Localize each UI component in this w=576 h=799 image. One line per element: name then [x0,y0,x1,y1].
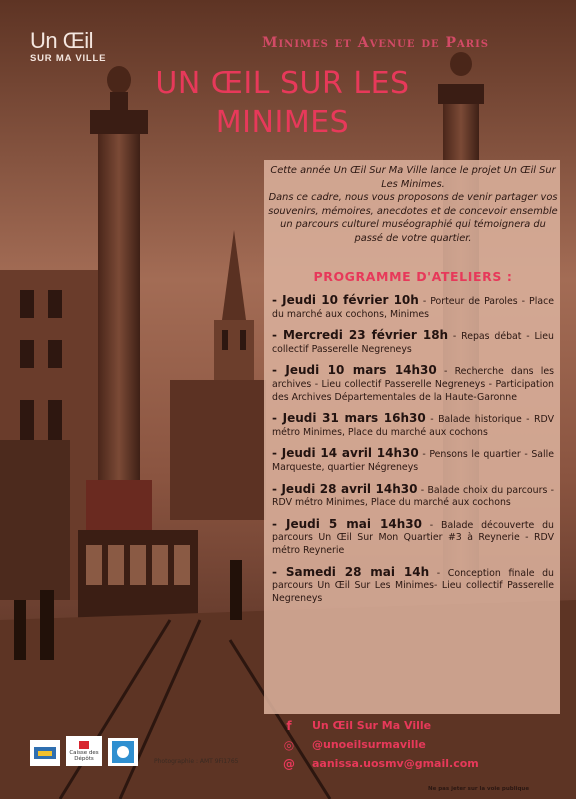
event-desc: - Repas débat - Lieu collectif Passerelle Negreneys [272,331,555,355]
event-desc: - Balade découverte du parcours Un Œil Sur Mon Quartier #3 à Reynerie - RDV métro Reynerie [272,519,554,556]
event-date: - Mercredi 23 février 18h [272,328,449,343]
event-date: - Samedi 28 mai 14h [272,564,430,579]
event-item [272,412,554,439]
page-subtitle: Minimes et Avenue de Paris [262,35,489,51]
page-title: UN ŒIL SUR LES MINIMES [155,66,410,140]
email-label[interactable]: aanissa.uosmv@gmail.com [312,757,479,770]
partner-logos [30,736,138,766]
event-item [272,566,554,606]
event-date: - Jeudi 14 avril 14h30 [272,446,419,461]
footer-notice: Ne pas jeter sur la voie publique [428,786,530,792]
event-item [272,364,554,404]
logo-wordmark: Un Œil [30,28,94,53]
instagram-label[interactable]: @unoeilsurmaville [312,738,426,751]
partner-logo-3 [108,738,138,766]
event-item [272,329,554,356]
event-date: - Jeudi 10 mars 14h30 [272,363,437,378]
event-desc: - Conception finale du parcours Un Œil Sur Les Minimes- Lieu collectif Passerelle Negreneys [272,567,554,604]
event-desc: - Pensons le quartier - Salle Marqueste, quartier Négreneys [272,449,555,473]
facebook-icon: f [286,718,292,733]
instagram-icon: ◎ [283,737,295,752]
events-list [272,294,554,613]
contact-email[interactable] [278,754,479,773]
event-date: - Jeudi 28 avril 14h30 [272,481,418,496]
logo-tagline: SUR MA VILLE [30,53,107,64]
event-desc: - Recherche dans les archives - Lieu collectif Passerelle Negreneys - Participation des Archives Départementales de la Haute-Garonne [272,366,554,403]
partner-logo-caisse-depots [66,736,102,766]
email-icon: @ [283,756,295,771]
intro-text [268,164,558,246]
contact-facebook[interactable] [278,716,479,735]
intro-line-2: Dans ce cadre, nous vous proposons de venir partager vos souvenirs, mémoires, anecdotes et de concevoir ensemble un parcours culturel muséographié qui témoignera du passé de votre quartier. [268,192,558,244]
event-desc: - Balade choix du parcours - RDV métro Minimes, Place du marché aux cochons [272,484,555,509]
event-date: - Jeudi 10 février 10h [272,293,419,307]
event-item [272,447,554,474]
partner-caisse-label: Caisse des Dépôts [69,749,99,762]
intro-line-1: Cette année Un Œil Sur Ma Ville lance le projet Un Œil Sur Les Minimes. [270,165,556,190]
facebook-label[interactable]: Un Œil Sur Ma Ville [312,719,432,732]
partner-logo-1 [30,740,60,766]
programme-title: PROGRAMME D'ATELIERS : [313,269,513,284]
contact-instagram[interactable] [278,735,479,754]
event-item [272,518,554,558]
event-date: - Jeudi 31 mars 16h30 [272,411,426,426]
event-desc: - Porteur de Paroles - Place du marché aux cochons, Minimes [272,296,554,320]
event-date: - Jeudi 5 mai 14h30 [272,516,422,531]
contact-list [278,716,479,773]
event-desc: - Balade historique - RDV métro Minimes, Place du marché aux cochons [272,414,555,438]
event-item [272,294,554,321]
event-item [272,483,554,510]
photo-credit: Photographie : AMT 9Fi1765 [154,758,239,765]
brand-logo [30,28,110,64]
